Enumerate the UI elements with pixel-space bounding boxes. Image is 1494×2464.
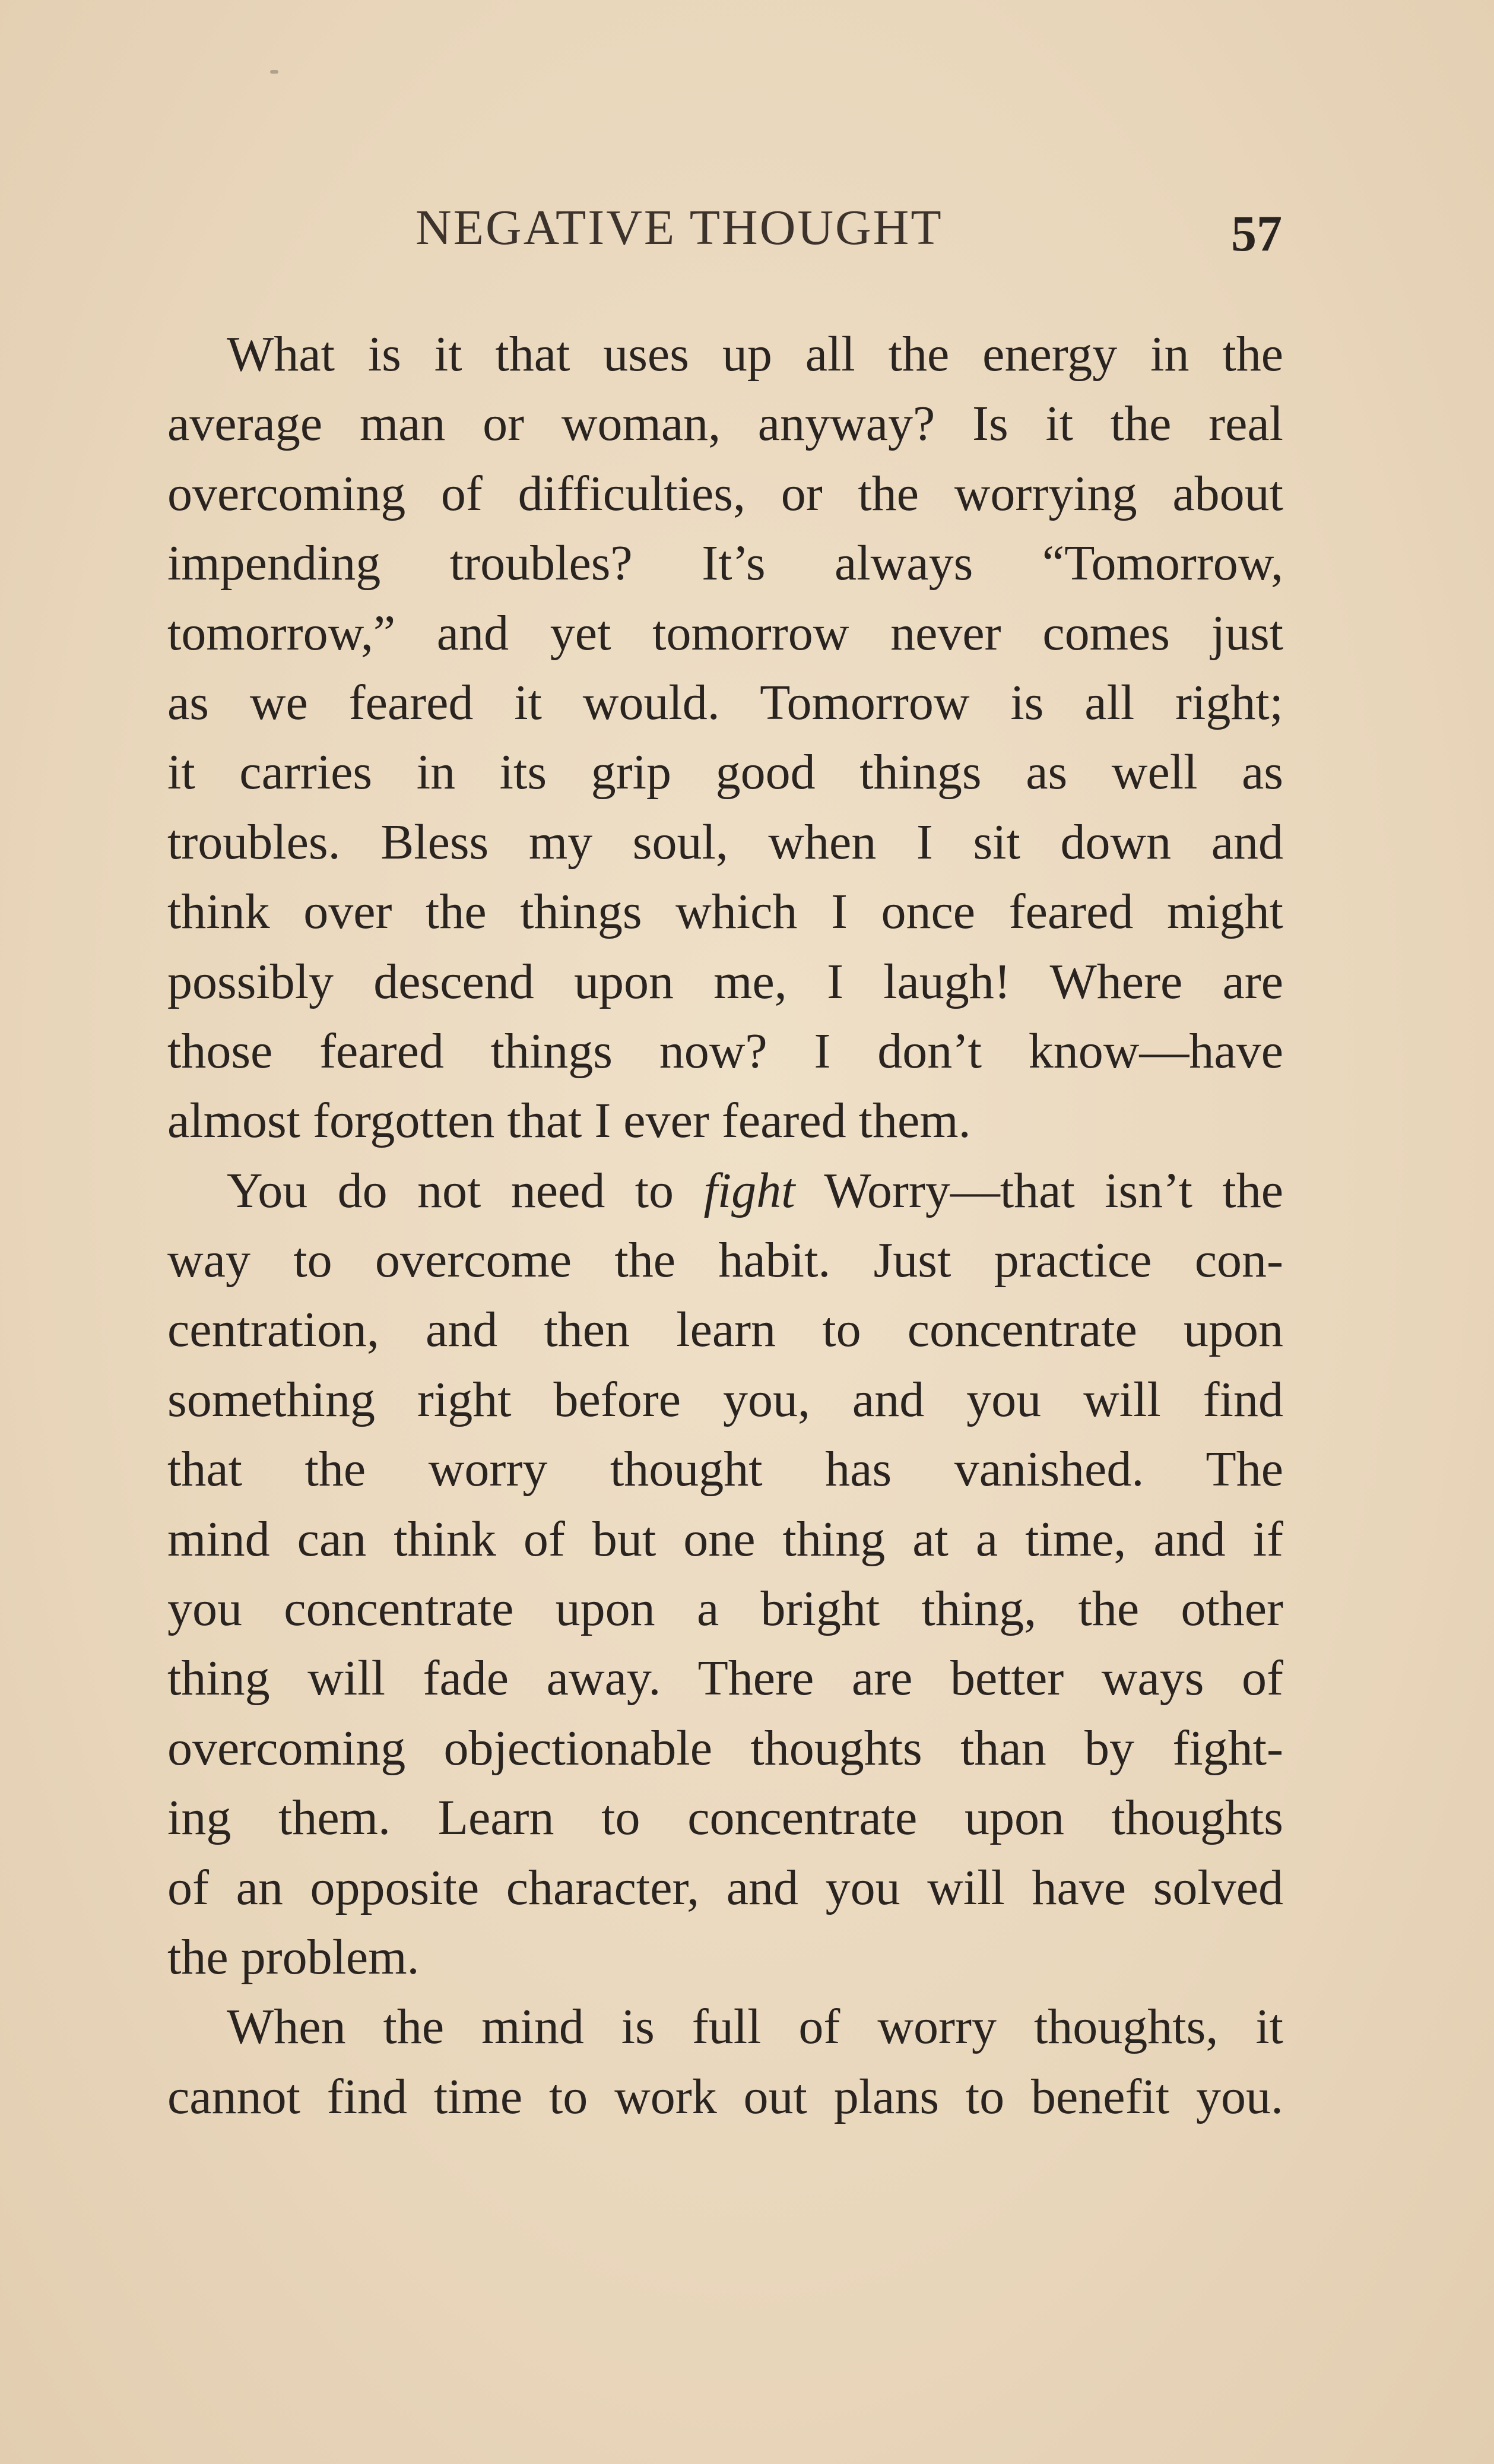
text-line: as we feared it would. Tomorrow is all right; (167, 674, 1283, 730)
text-run: Worry—that isn’t the (795, 1163, 1283, 1218)
text-line: overcoming of difficulties, or the worrying about (167, 465, 1283, 521)
page-body (167, 319, 1283, 2132)
text-line: centration, and then learn to concentrate upon (167, 1302, 1283, 1358)
text-line: way to overcome the habit. Just practice con- (167, 1233, 1283, 1288)
running-head: NEGATIVE THOUGHT (415, 200, 943, 255)
text-line: of an opposite character, and you will have solved (167, 1860, 1283, 1915)
paper-speck (270, 70, 278, 74)
text-line: the problem. (167, 1929, 420, 1985)
page-header (415, 199, 1282, 270)
text-line: those feared things now? I don’t know—have (167, 1023, 1283, 1079)
text-line: When the mind is full of worry thoughts, it (227, 1999, 1283, 2055)
text-line: something right before you, and you will find (167, 1372, 1283, 1427)
text-line: cannot find time to work out plans to benefit you. (167, 2069, 1283, 2124)
text-run: You do not need to (227, 1163, 704, 1218)
text-line: it carries in its grip good things as well as (167, 745, 1283, 800)
text-line: think over the things which I once feared might (167, 884, 1283, 940)
text-line: average man or woman, anyway? Is it the real (167, 396, 1283, 452)
text-line: tomorrow,” and yet tomorrow never comes just (167, 605, 1283, 661)
page-number: 57 (1231, 205, 1282, 262)
text-line: overcoming objectionable thoughts than by fight- (167, 1720, 1283, 1776)
text-line: almost forgotten that I ever feared them. (167, 1093, 971, 1149)
text-line: thing will fade away. There are better ways of (167, 1651, 1283, 1706)
italic-word: fight (703, 1163, 795, 1218)
text-line: possibly descend upon me, I laugh! Where are (167, 954, 1283, 1009)
paragraph-3 (167, 1992, 1283, 2132)
text-line: What is it that uses up all the energy in the (227, 327, 1283, 382)
paragraph-1 (167, 319, 1283, 1156)
text-line (167, 1156, 1283, 1225)
text-line: troubles. Bless my soul, when I sit down and (167, 814, 1283, 870)
text-line: impending troubles? It’s always “Tomorrow, (167, 536, 1283, 591)
text-line: ing them. Learn to concentrate upon thoughts (167, 1790, 1283, 1846)
text-line: that the worry thought has vanished. The (167, 1442, 1283, 1497)
text-line: you concentrate upon a bright thing, the other (167, 1581, 1283, 1637)
paragraph-2 (167, 1156, 1283, 1993)
text-line: mind can think of but one thing at a time, and if (167, 1511, 1283, 1567)
